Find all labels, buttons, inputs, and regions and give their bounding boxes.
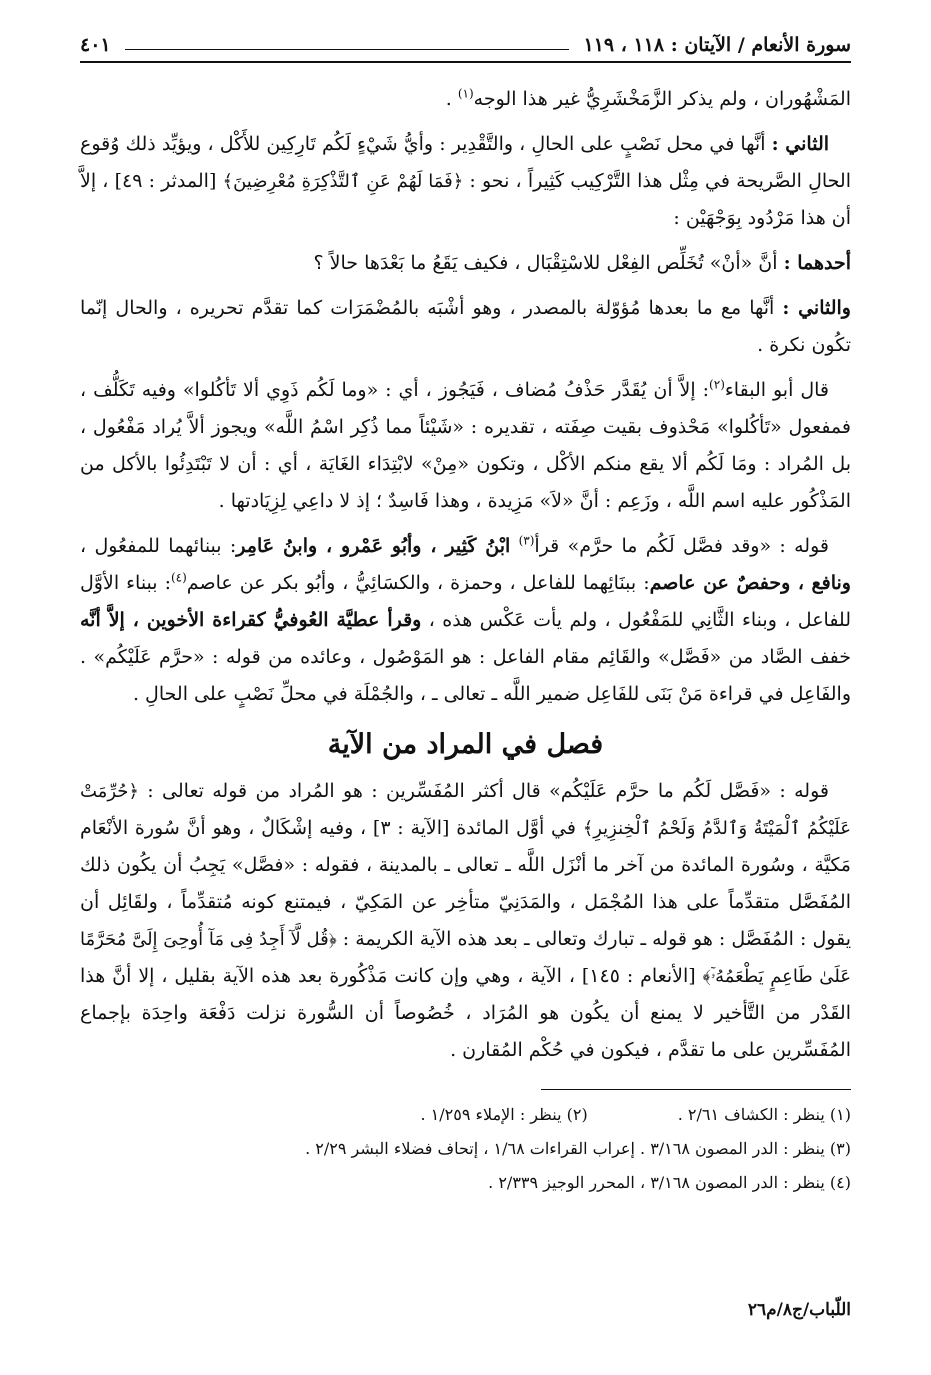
page-header: [80, 34, 851, 63]
footnote-divider: [541, 1089, 851, 1090]
print-signature: اللّباب/ج٨/م٢٦: [747, 1300, 851, 1320]
footnote-ref[interactable]: (٤): [170, 570, 187, 585]
paragraph-2: الثاني : أنَّها في محل نَصْبٍ على الحالِ ، والتَّقْدِير : وأيُّ شَيْءٍ لَكُم تَارِكِين للأَكْل ، ويؤيِّد ذلك وُقوع الحالِ الصَّريحة في مِثْل هذا التَّرْكِيب كَثِيراً ، نحو : ﴿فَمَا لَهُمْ عَنِ ٱلتَّذْكِرَةِ مُعْرِضِينَ﴾ [المدثر : ٤٩] ، إلاَّ أن هذا مَرْدُود بِوَجْهَيْن :: [80, 133, 851, 229]
footnote-ref[interactable]: (٣): [518, 533, 535, 548]
paragraph-7: قوله : «فَصَّل لَكُم ما حرَّم عَلَيْكُم» قال أكثر المُفَسِّرين : هو المُراد من قوله تعالى : ﴿حُرِّمَتْ عَلَيْكُمُ ٱلْمَيْتَةُ وَٱلدَّمُ وَلَحْمُ ٱلْخِنزِيرِ﴾ في أوَّل المائدة [الآية : ٣] ، وفيه إشْكَالٌ ، وهو أنَّ سُورة الأنْعَام مَكيَّة ، وسُورة المائدة من آخر ما أنْزَل اللَّه ـ تعالى ـ بالمدينة ، فقوله : «فصَّل» يَجِبُ أن يكُون ذلك المُفَصَّل متقدِّماً على هذا المُجْمَل ، والمَدَنِيّ متأخِر عن المَكِيّ ، فيمتنع كونه مُتقدِّماً ، ولقَائِل أن يقول : المُفَصَّل : هو قوله ـ تبارك وتعالى ـ بعد هذه الآية الكريمة : ﴿قُل لَّآ أَجِدُ فِى مَآ أُوحِىَ إِلَىَّ مُحَرَّمًا عَلَىٰ طَاعِمٍ يَطْعَمُهُۥٓ﴾ [الأنعام : ١٤٥] ، الآية ، وهي وإن كانت مَذْكُورة بعد هذه الآية بقليل ، إلا أنَّ هذا القَدْر من التَّأخير لا يمنع أن يكُون هو المُرَاد ، خُصُوصاً أن السُّورة نزلت دَفْعَة واحِدَة بإجماع المُفَسِّرين على ما تقدَّم ، فيكون في حُكْم المُقارن .: [80, 780, 852, 1061]
footnote-ref[interactable]: (١): [457, 86, 474, 101]
chapter-title: سورة الأنعام / الآيتان : ١١٨ ، ١١٩: [583, 34, 851, 56]
header-rule: [125, 49, 570, 50]
paragraph-3: أحدهما : أنَّ «أنْ» تُخَلِّص الفِعْل للاسْتِقْبَال ، فكيف يَقَعُ ما بَعْدَها حالاً ؟: [313, 252, 851, 274]
paragraph-5: قال أبو البقاء$^{(٢)}$: إلاَّ أن يُقَدَّر حَذْفُ مُضاف ، فَيَجُوز ، أي : «وما لَكُم ذَوِي ألا تَأكُلوا» وفيه تَكَلُّف ، فمفعول «تَأكُلوا» مَحْذوف بقيت صِفَته ، تقديره : «شَيْئاً مما ذُكِر اسْمُ اللَّه» ويجوز ألاَّ يُراد مَفْعُول ، بل المُراد : ومَا لَكُم ألا يقع منكم الأكْل ، وتكون «مِنْ» لابْتِدَاء الغَايَة ، أي : أن لا تَبْتَدِئُوا بالأكل من المَذْكُور عليه اسم اللَّه ، وزَعِم : أنَّ «لاَ» مَزِيدة ، وهذا فَاسِدٌ ؛ إذ لا داعِي لِزِيَادتها .: [80, 377, 851, 512]
section-heading: فصل في المراد من الآية: [327, 729, 604, 760]
paragraph-6: قوله : «وقد فصَّل لَكُم ما حرَّم» قرأ$^{(٣)}$ ابْنُ كَثِير ، وأبُو عَمْرو ، وابنُ عَامِر: ببنائهما للمفعُول ، ونافع ، وحفصٌ عن عاصم: ببنَائِهما للفاعل ، وحمزة ، والكسَائِيُّ ، وأبُو بكر عن عاصم$^{(٤)}$: ببناء الأوَّل للفاعل ، وبناء الثَّانِي للمَفْعُول ، ولم يأت عَكْس هذه ، وقرأ عطيَّة العُوفيُّ كقراءة الأخوين ، إلاَّ أنَّه خفف الصَّاد من «فَصَّل» والقَائِم مقام الفاعل : هو المَوْصُول ، وعائده من قوله : «حرَّم عَلَيْكُم» . والفَاعِل في قراءة مَنْ بَنَى للفَاعِل ضمير اللَّه ـ تعالى ـ ، والجُمْلَة في محلِّ نَصْبٍ على الحالِ .: [80, 533, 852, 705]
term-label: والثاني :: [782, 297, 851, 319]
term-label: أحدهما :: [783, 252, 851, 274]
footnote-4: (٤) ينظر : الدر المصون ٣/١٦٨ ، المحرر الوجيز ٢/٣٣٩ .: [488, 1173, 851, 1192]
quran-verse: ﴿فَمَا لَهُمْ عَنِ ٱلتَّذْكِرَةِ مُعْرِضِينَ﴾: [222, 171, 464, 192]
footnote-3: (٣) ينظر : الدر المصون ٣/١٦٨ . إعراب القراءات ١/٦٨ ، إتحاف فضلاء البشر ٢/٢٩ .: [305, 1139, 851, 1158]
quran-verse: ﴿حُرِّمَتْ عَلَيْكُمُ ٱلْمَيْتَةُ وَٱلدَّمُ وَلَحْمُ ٱلْخِنزِيرِ﴾: [80, 781, 851, 839]
footnote-row: [80, 1098, 851, 1132]
page-number: ٤٠١: [80, 34, 111, 56]
main-text: [80, 81, 851, 1069]
paragraph-4: والثاني : أنَّها مع ما بعدها مُؤوّلة بالمصدر ، وهو أشْبَه بالمُضْمَرَات كما تقدَّم تحريره ، والحال إنّما تكُون نكرة .: [80, 297, 851, 356]
footnote-2: (٢) ينظر : الإملاء ١/٢٥٩ .: [420, 1105, 588, 1124]
footnote-ref[interactable]: (٢): [709, 377, 725, 392]
paragraph-1: المَشْهُوران ، ولم يذكر الزَّمَخْشَرِيُّ غير هذا الوجه$^{(١)}$ .: [445, 86, 851, 110]
term-label: الثاني :: [771, 133, 830, 155]
footnotes: [80, 1098, 851, 1200]
footnote-1: (١) ينظر : الكشاف ٢/٦١ .: [677, 1105, 851, 1124]
book-page: [80, 34, 851, 1375]
quran-verse: ﴿قُل لَّآ أَجِدُ فِى مَآ أُوحِىَ إِلَىَّ مُحَرَّمًا عَلَىٰ طَاعِمٍ يَطْعَمُهُۥٓ﴾: [80, 929, 852, 987]
